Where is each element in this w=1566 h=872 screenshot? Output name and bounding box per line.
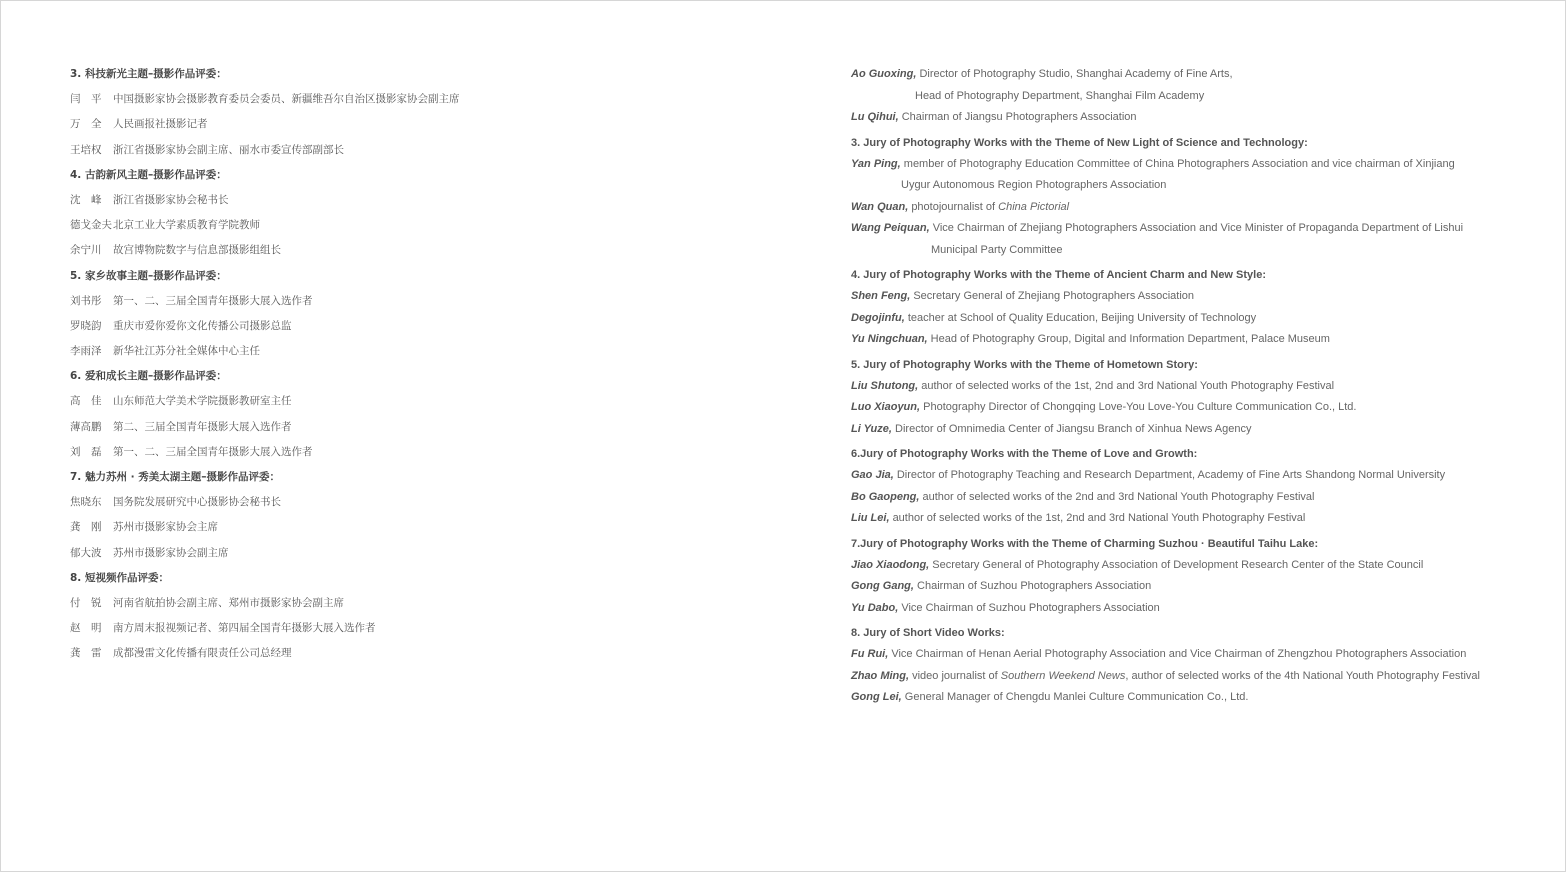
jury-name: Lu Qihui, <box>851 111 899 123</box>
jury-desc: photojournalist of <box>911 200 996 213</box>
jury-entry <box>851 576 1551 598</box>
jury-entry <box>851 465 1551 487</box>
section-heading: 5. Jury of Photography Works with the Theme of Hometown Story: <box>851 358 1198 371</box>
jury-name: Degojinfu, <box>851 311 905 324</box>
jury-name: Gong Gang, <box>851 580 914 592</box>
jury-name: Wan Quan, <box>851 200 909 213</box>
jury-name: Wang Peiquan, <box>851 222 930 234</box>
jury-name: 余宁川 <box>70 244 102 257</box>
section-heading: 4. 古韵新风主题–摄影作品评委： <box>70 168 227 181</box>
jury-desc: author of selected works of the 1st, 2nd and 3rd National Youth Photography Festival <box>921 379 1335 392</box>
jury-name: Zhao Ming, <box>851 669 910 682</box>
jury-desc: 第一、二、三届全国青年摄影大展入选作者 <box>113 445 313 458</box>
jury-entry <box>70 442 790 467</box>
jury-entry <box>851 644 1551 666</box>
jury-entry <box>70 643 790 668</box>
jury-desc: 浙江省摄影家协会秘书长 <box>113 193 229 206</box>
section-heading: 5. 家乡故事主题–摄影作品评委： <box>70 269 227 282</box>
jury-entry <box>70 391 790 416</box>
jury-desc: teacher at School of Quality Education, Beijing University of Technology <box>907 311 1257 324</box>
jury-entry <box>851 687 1551 709</box>
jury-name: Li Yuze, <box>851 422 892 435</box>
jury-entry <box>851 218 1551 240</box>
jury-entry <box>70 190 790 215</box>
jury-entry <box>70 140 790 165</box>
publication-title: Southern Weekend News <box>1000 669 1126 682</box>
jury-desc: 北京工业大学素质教育学院教师 <box>113 219 260 232</box>
section-heading: 8. 短视频作品评委： <box>70 571 169 584</box>
jury-desc: 苏州市摄影家协会主席 <box>113 521 218 534</box>
jury-entry <box>851 555 1551 577</box>
jury-name: 万 全 <box>70 118 102 131</box>
jury-entry <box>851 666 1551 688</box>
jury-entry <box>70 89 790 114</box>
jury-name: 龚 雷 <box>70 647 102 660</box>
jury-entry <box>851 286 1551 308</box>
jury-desc: Chairman of Jiangsu Photographers Association <box>901 111 1137 123</box>
jury-desc: Secretary General of Photography Association of Development Research Center of the State Council <box>932 558 1424 571</box>
section-heading: 4. Jury of Photography Works with the Theme of Ancient Charm and New Style: <box>851 269 1267 281</box>
jury-name: 付 锐 <box>70 596 102 609</box>
jury-desc: 故宫博物院数字与信息部摄影组组长 <box>113 244 281 257</box>
jury-name: Yu Dabo, <box>851 601 899 614</box>
jury-name: Fu Rui, <box>851 648 889 660</box>
jury-desc: Head of Photography Group, Digital and Information Department, Palace Museum <box>930 333 1330 345</box>
jury-desc-continuation: Head of Photography Department, Shanghai Film Academy <box>915 89 1205 102</box>
section-heading: 8. Jury of Short Video Works: <box>851 627 1005 639</box>
jury-desc: 第一、二、三届全国青年摄影大展入选作者 <box>113 294 313 307</box>
jury-entry <box>851 397 1551 419</box>
jury-desc: Vice Chairman of Suzhou Photographers Association <box>901 601 1160 614</box>
publication-title: China Pictorial <box>998 200 1070 213</box>
jury-name: 王培权 <box>70 143 102 156</box>
jury-desc: Photography Director of Chongqing Love-You Love-You Culture Communication Co., Ltd. <box>923 401 1357 413</box>
jury-name: 薄高鹏 <box>70 420 102 433</box>
jury-name: 李雨泽 <box>70 345 102 358</box>
jury-entry <box>70 316 790 341</box>
jury-desc: Chairman of Suzhou Photographers Association <box>917 580 1152 592</box>
jury-desc: 国务院发展研究中心摄影协会秘书长 <box>113 496 281 509</box>
jury-entry <box>70 114 790 139</box>
jury-desc: video journalist of <box>912 669 998 682</box>
jury-name: 罗晓韵 <box>70 319 102 332</box>
jury-desc: 河南省航拍协会副主席、郑州市摄影家协会副主席 <box>113 596 344 609</box>
jury-desc-extra: , author of selected works of the 4th National Youth Photography Festival <box>1125 669 1480 682</box>
jury-name: 赵 明 <box>70 622 102 635</box>
jury-entry <box>70 618 790 643</box>
jury-entry <box>851 419 1551 441</box>
jury-desc: 重庆市爱你爱你文化传播公司摄影总监 <box>113 319 292 332</box>
jury-name: 高 佳 <box>70 395 102 408</box>
jury-desc: Director of Photography Studio, Shanghai Academy of Fine Arts, <box>919 68 1233 80</box>
section-heading: 3. Jury of Photography Works with the Theme of New Light of Science and Technology: <box>851 136 1308 149</box>
chinese-jury-column <box>70 64 790 669</box>
jury-desc: Vice Chairman of Henan Aerial Photography Association and Vice Chairman of Zhengzhou Photographers Association <box>891 648 1467 660</box>
jury-entry <box>851 598 1551 620</box>
jury-name: Luo Xiaoyun, <box>851 401 921 413</box>
jury-desc: member of Photography Education Committee of China Photographers Association and vice chairman of Xinjiang <box>903 157 1455 170</box>
jury-name: Liu Shutong, <box>851 379 919 392</box>
section-heading: 3. 科技新光主题–摄影作品评委： <box>70 68 227 80</box>
jury-desc: author of selected works of the 1st, 2nd and 3rd National Youth Photography Festival <box>892 512 1306 524</box>
jury-name: 沈 峰 <box>70 193 102 206</box>
jury-entry <box>70 291 790 316</box>
jury-desc: author of selected works of the 2nd and 3rd National Youth Photography Festival <box>922 490 1315 503</box>
jury-name: Yan Ping, <box>851 157 901 170</box>
jury-name: Ao Guoxing, <box>851 68 917 80</box>
jury-name: Gong Lei, <box>851 691 902 703</box>
jury-name: 龚 刚 <box>70 521 102 534</box>
jury-desc: 南方周末报视频记者、第四届全国青年摄影大展入选作者 <box>113 622 376 635</box>
section-heading: 7.Jury of Photography Works with the Theme of Charming Suzhou · Beautiful Taihu Lake: <box>851 537 1319 550</box>
jury-desc: Director of Omnimedia Center of Jiangsu Branch of Xinhua News Agency <box>895 422 1252 435</box>
jury-desc: 中国摄影家协会摄影教育委员会委员、新疆维吾尔自治区摄影家协会副主席 <box>113 93 460 106</box>
jury-desc: General Manager of Chengdu Manlei Culture Communication Co., Ltd. <box>904 691 1249 703</box>
jury-desc: 新华社江苏分社全媒体中心主任 <box>113 345 260 358</box>
jury-entry <box>851 376 1551 398</box>
jury-entry <box>851 329 1551 351</box>
jury-entry <box>70 543 790 568</box>
jury-entry <box>851 64 1551 86</box>
jury-desc: 山东师范大学美术学院摄影教研室主任 <box>113 395 292 408</box>
jury-entry <box>851 308 1551 330</box>
jury-entry <box>70 341 790 366</box>
jury-desc: Secretary General of Zhejiang Photographers Association <box>913 290 1195 302</box>
jury-desc: 人民画报社摄影记者 <box>113 118 208 131</box>
jury-entry <box>851 154 1551 176</box>
jury-name: 焦晓东 <box>70 496 102 509</box>
jury-name: Yu Ningchuan, <box>851 333 928 345</box>
jury-name: Jiao Xiaodong, <box>851 558 930 571</box>
jury-desc: 浙江省摄影家协会副主席、丽水市委宣传部副部长 <box>113 143 344 156</box>
jury-entry <box>851 107 1551 129</box>
jury-entry <box>70 492 790 517</box>
section-heading: 6.Jury of Photography Works with the Theme of Love and Growth: <box>851 448 1198 460</box>
jury-entry <box>70 215 790 240</box>
jury-desc: 成都漫雷文化传播有限责任公司总经理 <box>113 647 292 660</box>
english-jury-column <box>851 64 1551 709</box>
jury-entry <box>851 487 1551 509</box>
jury-name: Gao Jia, <box>851 469 894 481</box>
jury-name: Bo Gaopeng, <box>851 490 920 503</box>
jury-desc-continuation: Municipal Party Committee <box>931 243 1063 256</box>
jury-name: 闫 平 <box>70 93 102 106</box>
jury-desc-continuation: Uygur Autonomous Region Photographers Association <box>901 179 1167 191</box>
jury-entry <box>70 240 790 265</box>
jury-name: 德戈金夫 <box>70 219 112 232</box>
jury-name: Shen Feng, <box>851 290 911 302</box>
section-heading: 7. 魅力苏州 · 秀美太湖主题–摄影作品评委： <box>70 471 280 483</box>
jury-name: 郁大波 <box>70 546 102 559</box>
jury-entry <box>70 593 790 618</box>
jury-entry <box>851 197 1551 219</box>
section-heading: 6. 爱和成长主题–摄影作品评委： <box>70 370 227 383</box>
jury-name: Liu Lei, <box>851 512 890 524</box>
jury-entry <box>70 517 790 542</box>
jury-name: 刘书彤 <box>70 294 102 307</box>
jury-desc: 第二、三届全国青年摄影大展入选作者 <box>113 420 292 433</box>
jury-desc: Vice Chairman of Zhejiang Photographers Association and Vice Minister of Propaganda Department of Lishui <box>932 222 1464 234</box>
jury-desc: Director of Photography Teaching and Research Department, Academy of Fine Arts Shandong Normal University <box>896 469 1446 481</box>
jury-desc: 苏州市摄影家协会副主席 <box>113 546 229 559</box>
jury-entry <box>70 417 790 442</box>
jury-entry <box>851 508 1551 530</box>
jury-name: 刘 磊 <box>70 445 102 458</box>
